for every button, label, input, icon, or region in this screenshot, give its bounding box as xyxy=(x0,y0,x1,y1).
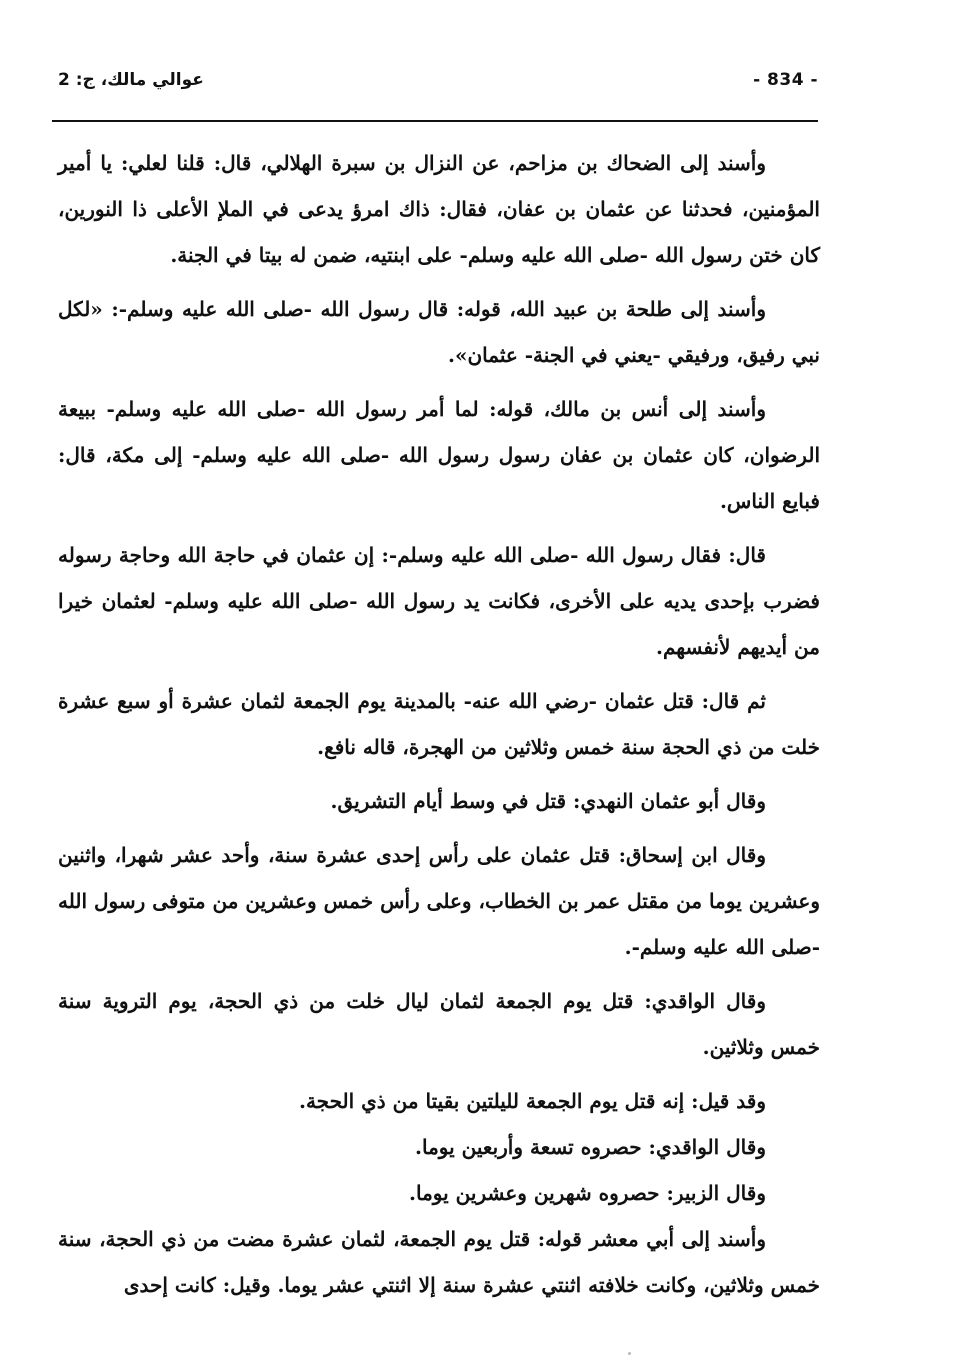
page-number: - 834 - xyxy=(753,70,818,90)
body-text xyxy=(58,140,820,1316)
paragraph: وقال الواقدي: قتل يوم الجمعة لثمان ليال خلت من ذي الحجة، يوم التروية سنة خمس وثلاثين. xyxy=(58,989,820,1059)
paragraph: قال: فقال رسول الله -صلى الله عليه وسلم-: إن عثمان في حاجة الله وحاجة رسوله فضرب بإحدى يديه على الأخرى، فكانت يد رسول الله -صلى الله عليه وسلم- لعثمان خيرا من أيديهم لأنفسهم. xyxy=(58,543,820,659)
paragraph: وقال الزبير: حصروه شهرين وعشرين يوما. xyxy=(409,1181,766,1205)
paragraph: وأسند إلى أنس بن مالك، قوله: لما أمر رسول الله -صلى الله عليه وسلم- ببيعة الرضوان، كان عثمان بن عفان رسول رسول الله -صلى الله عليه وسلم- إلى مكة، قال: فبايع الناس. xyxy=(58,397,820,513)
header-divider xyxy=(52,120,818,122)
paragraph: وقال الواقدي: حصروه تسعة وأربعين يوما. xyxy=(415,1135,766,1159)
paragraph: وقال أبو عثمان النهدي: قتل في وسط أيام التشريق. xyxy=(330,789,766,813)
page-header xyxy=(58,70,818,100)
paragraph: وأسند إلى طلحة بن عبيد الله، قوله: قال رسول الله -صلى الله عليه وسلم-: «لكل نبي رفيق، ورفيقي -يعني في الجنة- عثمان». xyxy=(58,297,820,367)
paragraph: ثم قال: قتل عثمان -رضي الله عنه- بالمدينة يوم الجمعة لثمان عشرة أو سبع عشرة خلت من ذي الحجة سنة خمس وثلاثين من الهجرة، قاله نافع. xyxy=(58,689,820,759)
scan-speck xyxy=(628,1352,631,1355)
paragraph: وأسند إلى الضحاك بن مزاحم، عن النزال بن سبرة الهلالي، قال: قلنا لعلي: يا أمير المؤمنين، فحدثنا عن عثمان بن عفان، فقال: ذاك امرؤ يدعى في الملإ الأعلى ذا النورين، كان ختن رسول الله -صلى الله عليه وسلم- على ابنتيه، ضمن له بيتا في الجنة. xyxy=(58,151,820,267)
paragraph: وأسند إلى أبي معشر قوله: قتل يوم الجمعة، لثمان عشرة مضت من ذي الحجة، سنة خمس وثلاثين، وكانت خلافته اثنتي عشرة سنة إلا اثنتي عشر يوما. وقيل: كانت إحدى xyxy=(58,1227,820,1297)
paragraph: وقد قيل: إنه قتل يوم الجمعة لليلتين بقيتا من ذي الحجة. xyxy=(298,1089,766,1113)
running-title: عوالي مالك، ج: 2 xyxy=(58,70,204,90)
paragraph: وقال ابن إسحاق: قتل عثمان على رأس إحدى عشرة سنة، وأحد عشر شهرا، واثنين وعشرين يوما من مقتل عمر بن الخطاب، وعلى رأس خمس وعشرين من متوفى رسول الله -صلى الله عليه وسلم-. xyxy=(58,843,820,959)
